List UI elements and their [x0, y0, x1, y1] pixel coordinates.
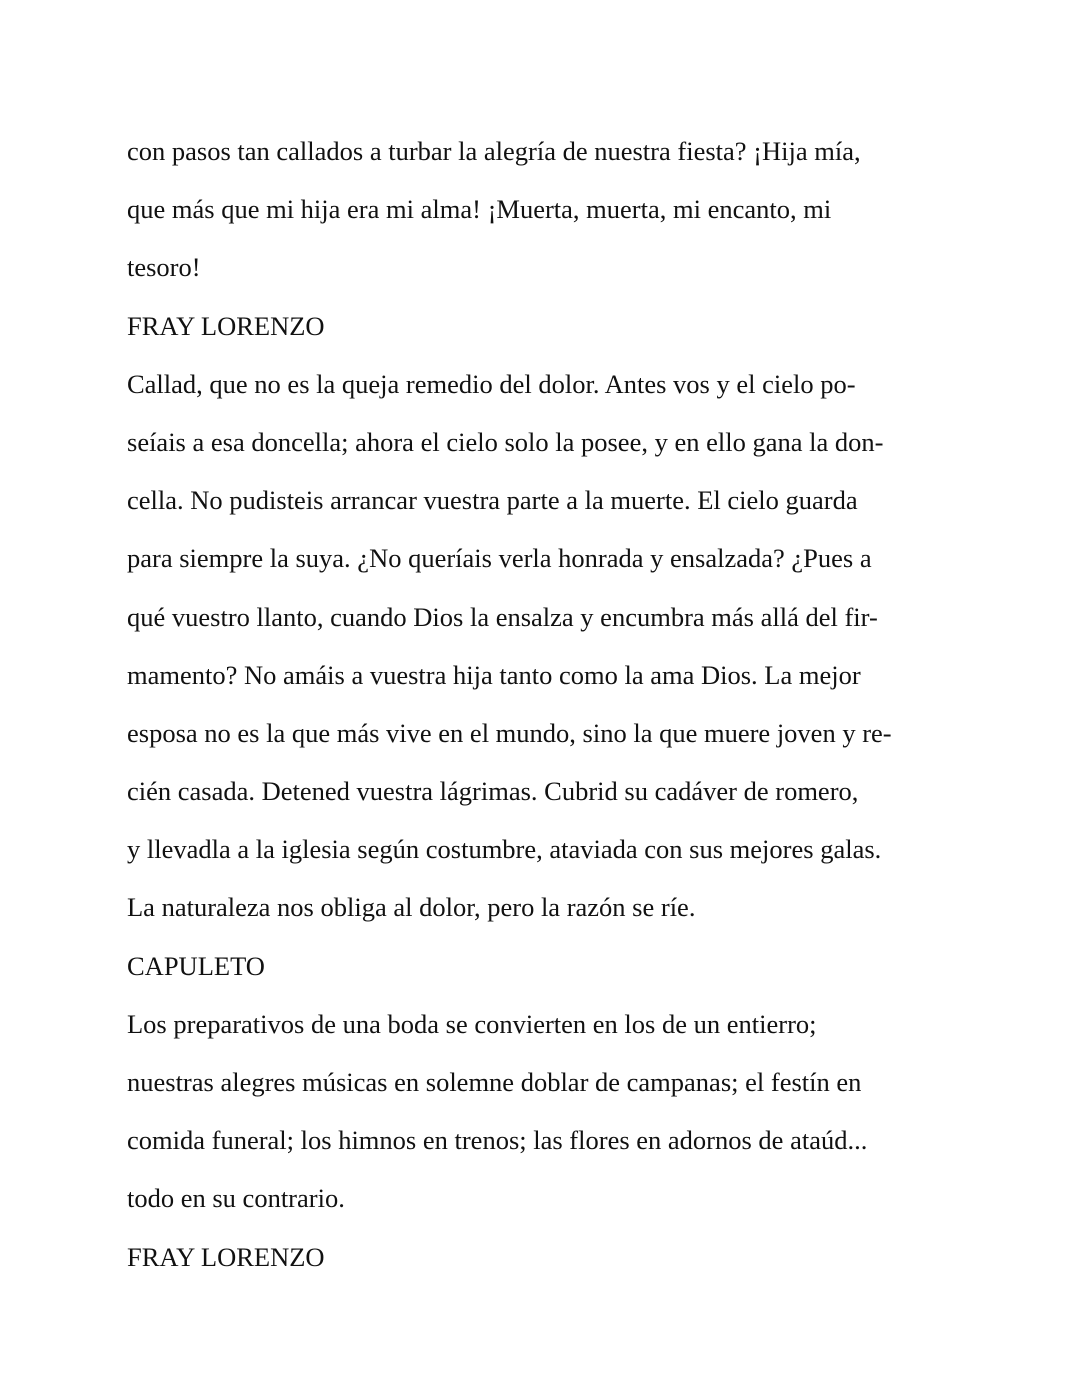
text-line: cella. No pudisteis arrancar vuestra parte a la muerte. El cielo guarda [127, 485, 858, 516]
text-line: qué vuestro llanto, cuando Dios la ensalza y encumbra más allá del fir- [127, 601, 878, 632]
text-line: Los preparativos de una boda se convierten en los de un entierro; [127, 1008, 817, 1039]
speaker-name-fray-lorenzo: FRAY LORENZO [127, 310, 325, 341]
speaker-name-fray-lorenzo: FRAY LORENZO [127, 1241, 325, 1272]
text-line: mamento? No amáis a vuestra hija tanto como la ama Dios. La mejor [127, 659, 861, 690]
text-line: comida funeral; los himnos en trenos; las flores en adornos de ataúd... [127, 1125, 868, 1156]
text-line: Callad, que no es la queja remedio del dolor. Antes vos y el cielo po- [127, 368, 856, 399]
text-line: que más que mi hija era mi alma! ¡Muerta, muerta, mi encanto, mi [127, 194, 832, 225]
text-line: tesoro! [127, 252, 201, 283]
speaker-name-capuleto: CAPULETO [127, 950, 265, 981]
text-line: y llevadla a la iglesia según costumbre, ataviada con sus mejores galas. [127, 834, 882, 865]
text-line: todo en su contrario. [127, 1183, 345, 1214]
text-line: para siempre la suya. ¿No queríais verla honrada y ensalzada? ¿Pues a [127, 543, 872, 574]
text-line: seíais a esa doncella; ahora el cielo solo la posee, y en ello gana la don- [127, 426, 884, 457]
text-line: nuestras alegres músicas en solemne doblar de campanas; el festín en [127, 1067, 862, 1097]
text-body [127, 122, 927, 1286]
text-line: esposa no es la que más vive en el mundo, sino la que muere joven y re- [127, 717, 892, 748]
text-line: La naturaleza nos obliga al dolor, pero la razón se ríe. [127, 892, 696, 923]
text-line: con pasos tan callados a turbar la alegría de nuestra fiesta? ¡Hija mía, [127, 136, 861, 166]
text-line: cién casada. Detened vuestra lágrimas. Cubrid su cadáver de romero, [127, 776, 859, 807]
